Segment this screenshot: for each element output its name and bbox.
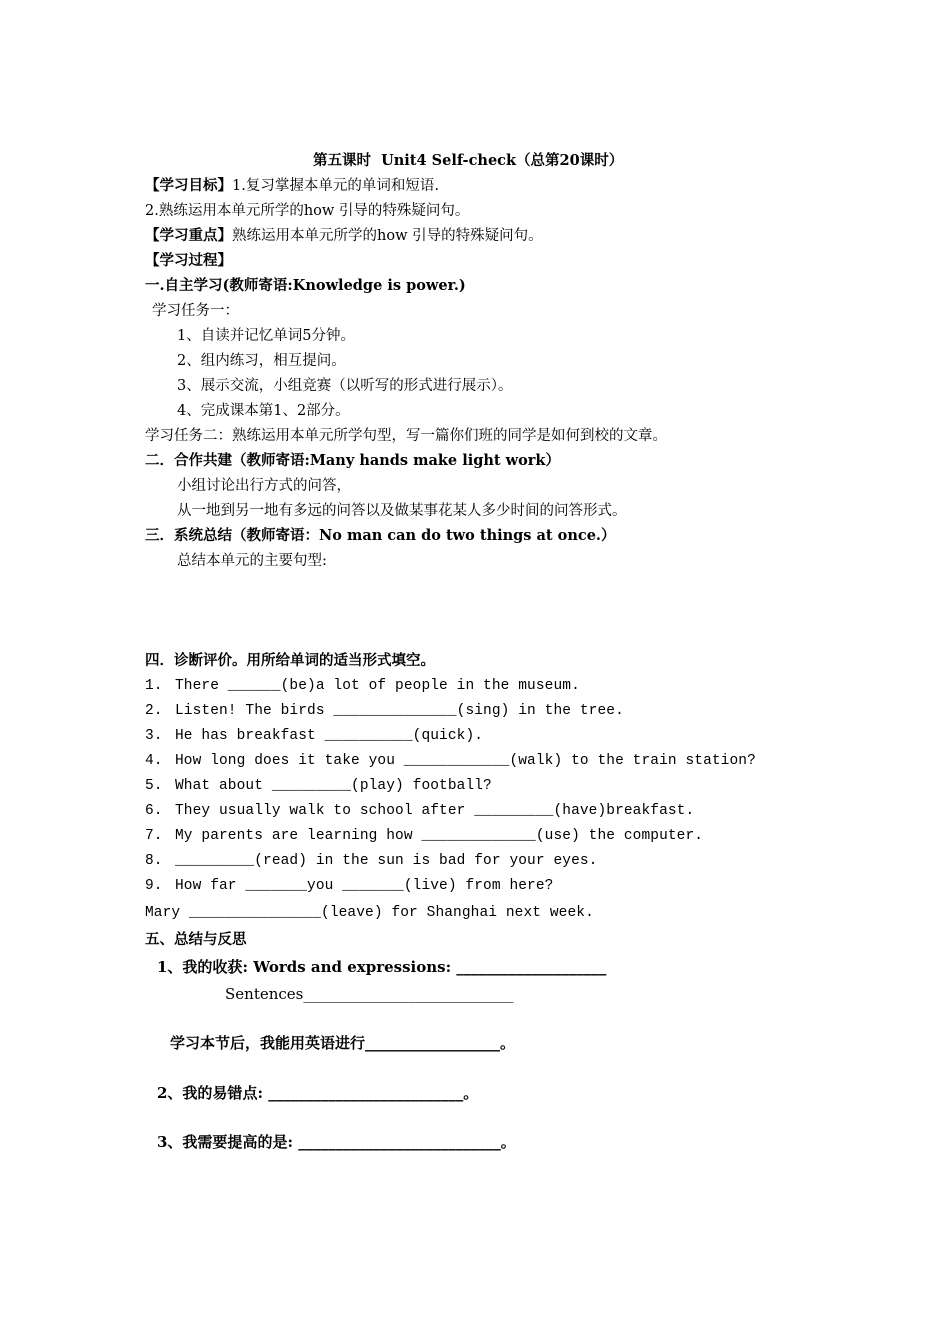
task-1-item-2: 2、组内练习，相互提问。 xyxy=(177,353,346,369)
section-2-line-2: 从一地到另一地有多远的问答以及做某事花某人多少时间的问答形式。 xyxy=(177,503,627,519)
section-1-heading: 一.自主学习(教师寄语:Knowledge is power.) xyxy=(145,277,466,294)
question-text: How long does it take you ____________(walk) to the train station? xyxy=(175,753,756,769)
page-title: 第五课时 Unit4 Self-check（总第20课时） xyxy=(313,152,624,169)
question-text: There ______(be)a lot of people in the museum. xyxy=(175,678,580,694)
question-number: 2. xyxy=(145,703,163,719)
question-number: 6. xyxy=(145,803,163,819)
question-number: 9. xyxy=(145,878,163,894)
question-number: 1. xyxy=(145,678,163,694)
question-text: They usually walk to school after _________(have)breakfast. xyxy=(175,803,695,819)
task-1-item-1: 1、自读并记忆单词5分钟。 xyxy=(177,328,355,344)
question-4 xyxy=(145,751,756,771)
section-3-line-1: 总结本单元的主要句型: xyxy=(177,553,327,569)
question-3 xyxy=(145,726,483,746)
section-5-heading: 五、总结与反思 xyxy=(145,931,247,948)
section-2-line-1: 小组讨论出行方式的问答， xyxy=(177,478,351,494)
question-8 xyxy=(145,851,597,871)
question-number: 3. xyxy=(145,728,163,744)
question-number: 5. xyxy=(145,778,163,794)
goals-text-1: 1.复习掌握本单元的单词和短语. xyxy=(232,178,439,194)
question-1 xyxy=(145,676,580,696)
focus-label: 【学习重点】 xyxy=(145,227,232,244)
question-5 xyxy=(145,776,492,796)
gain-line: 1、我的收获: Words and expressions: ____________________ xyxy=(157,958,607,976)
task-1-label: 学习任务一： xyxy=(152,303,239,319)
question-7 xyxy=(145,826,703,846)
errors-line: 2、我的易错点: __________________________。 xyxy=(157,1084,479,1102)
section-4-heading: 四．诊断评价。用所给单词的适当形式填空。 xyxy=(145,652,435,669)
task-1-item-4: 4、完成课本第1、2部分。 xyxy=(177,403,350,419)
sentences-line: Sentences____________________________ xyxy=(225,985,514,1003)
process-label: 【学习过程】 xyxy=(145,252,232,269)
question-text: What about _________(play) football? xyxy=(175,778,492,794)
question-9 xyxy=(145,876,553,896)
question-10: Mary _______________(leave) for Shanghai next week. xyxy=(145,905,594,921)
question-number: 4. xyxy=(145,753,163,769)
question-text: _________(read) in the sun is bad for your eyes. xyxy=(175,853,598,869)
question-6 xyxy=(145,801,694,821)
question-number: 7. xyxy=(145,828,163,844)
question-text: He has breakfast __________(quick). xyxy=(175,728,484,744)
goals-line-2: 2.熟练运用本单元所学的how 引导的特殊疑问句。 xyxy=(145,203,470,219)
focus-text: 熟练运用本单元所学的how 引导的特殊疑问句。 xyxy=(232,228,543,244)
goals-line-1 xyxy=(145,176,439,196)
question-text: Listen! The birds ______________(sing) in the tree. xyxy=(175,703,624,719)
task-2-line: 学习任务二：熟练运用本单元所学句型，写一篇你们班的同学是如何到校的文章。 xyxy=(145,428,667,444)
question-2 xyxy=(145,701,624,721)
question-text: How far _______you _______(live) from here? xyxy=(175,878,554,894)
can-do-line: 学习本节后，我能用英语进行__________________。 xyxy=(170,1034,516,1052)
question-number: 8. xyxy=(145,853,163,869)
improve-line: 3、我需要提高的是: ___________________________。 xyxy=(157,1133,516,1151)
task-1-item-3: 3、展示交流，小组竞赛（以听写的形式进行展示）。 xyxy=(177,378,513,394)
question-text: My parents are learning how _____________(use) the computer. xyxy=(175,828,704,844)
section-3-heading: 三．系统总结（教师寄语：No man can do two things at once.） xyxy=(145,527,616,544)
goals-label: 【学习目标】 xyxy=(145,177,232,194)
focus-line xyxy=(145,226,543,246)
section-2-heading: 二．合作共建（教师寄语:Many hands make light work） xyxy=(145,452,560,469)
